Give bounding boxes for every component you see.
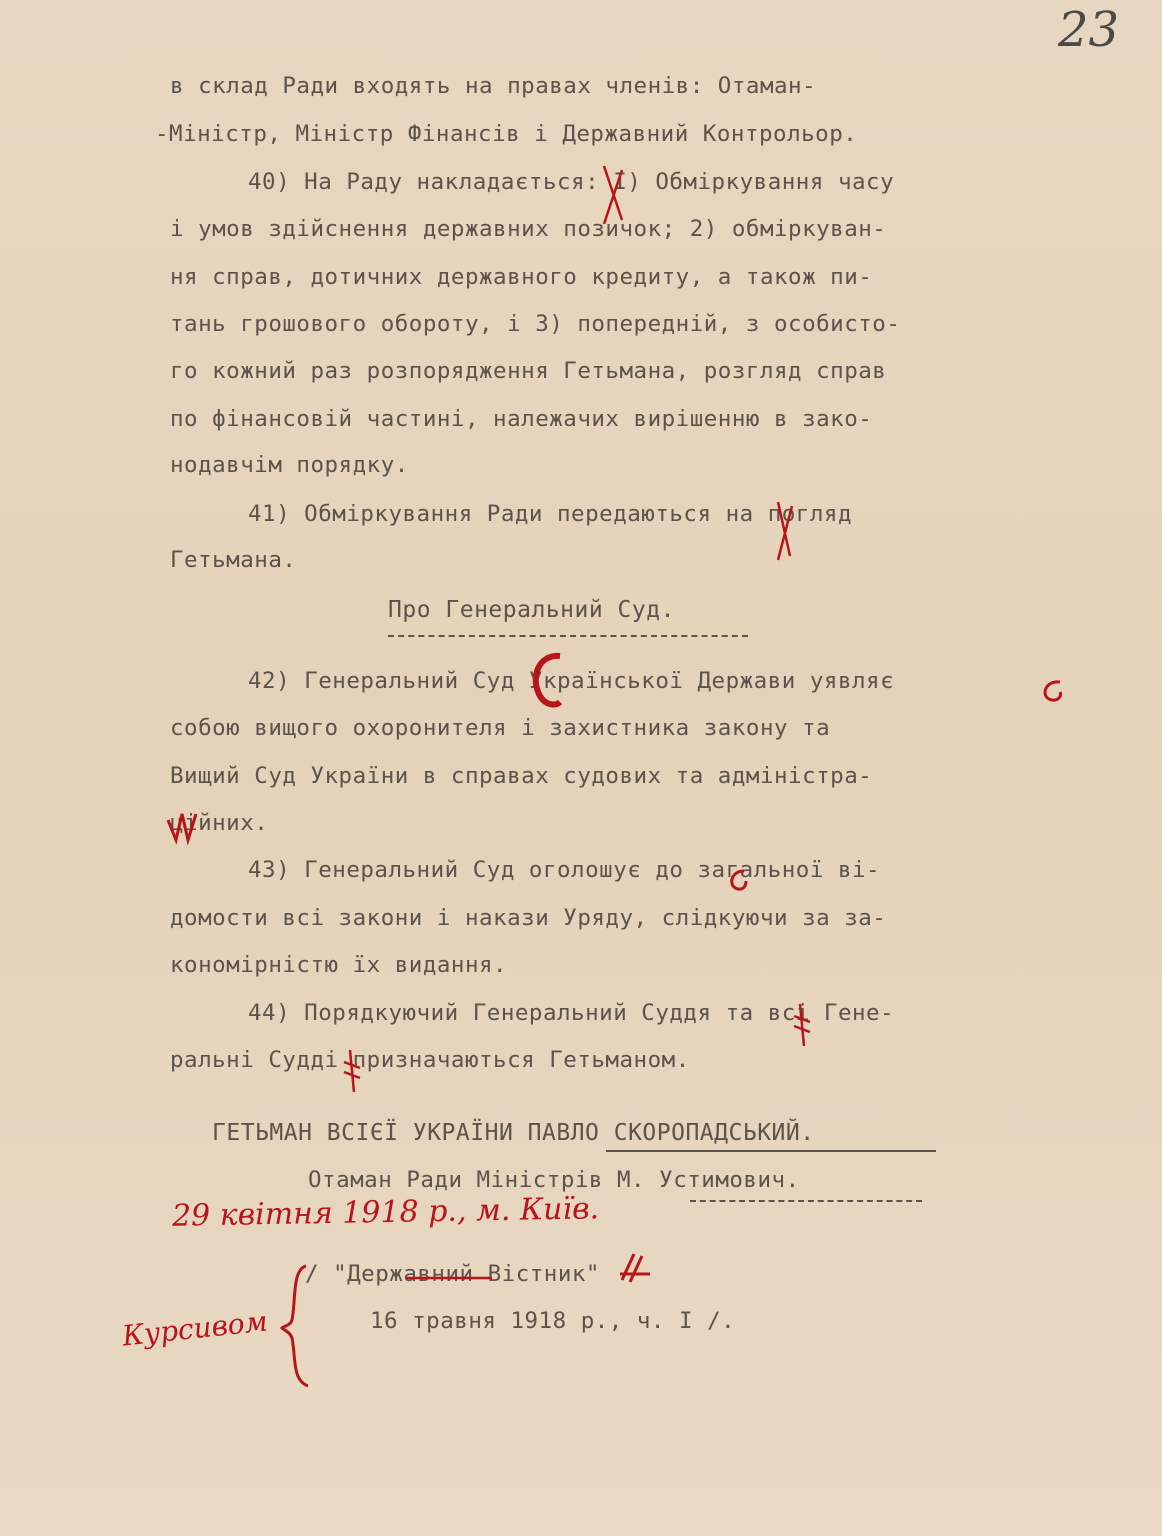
red-correction-mark-icon [598,160,628,230]
red-correction-mark-icon [164,800,204,850]
section-heading: Про Генеральний Суд. [388,597,675,623]
page-number: 23 [1058,2,1120,58]
text-line: домости всі закони і накази Уряду, слідкуючи за за- [170,905,887,931]
red-correction-mark-icon [340,1046,364,1096]
text-line: Гетьмана. [170,547,297,573]
text-line: в склад Ради входять на правах членів: Отаман- [170,73,817,99]
text-line: -Міністр, Міністр Фінансів і Державний Контрольор. [155,121,858,147]
text-line: 41) Обміркування Ради передаються на погляд [248,501,852,527]
text-line: 42) Генеральний Суд Української Держави уявляє [248,668,895,694]
red-strike-icon [404,1273,494,1283]
countersign-underline [690,1200,922,1202]
text-line: Вищий Суд України в справах судових та адміністра- [170,763,873,789]
signature-line: ГЕТЬМАН ВСІЄЇ УКРАЇНИ ПАВЛО СКОРОПАДСЬКИЙ. [212,1120,815,1146]
text-line: і умов здійснення державних позичок; 2) обміркуван- [170,216,887,242]
text-line: 44) Порядкуючий Генеральний Суддя та всі Гене- [248,1000,895,1026]
text-line: ційних. [170,810,269,836]
text-line: кономірністю їх видання. [170,952,508,978]
text-line: по фінансовій частині, належачих вирішенню в зако- [170,406,873,432]
red-brace-icon [278,1260,318,1390]
text-line: 40) На Раду накладається: І) Обміркування часу [248,169,895,195]
text-line: тань грошового обороту, і 3) попередній, з особисто- [170,311,901,337]
heading-underline [388,635,748,637]
source-line: 16 травня 1918 р., ч. I /. [370,1308,736,1334]
handwritten-date: 29 квітня 1918 р., м. Київ. [171,1191,600,1234]
margin-note: Курсивом [120,1304,270,1353]
text-line: нодавчім порядку. [170,452,409,478]
text-line: ня справ, дотичних державного кредиту, а також пи- [170,264,873,290]
text-line: го кожний раз розпорядження Гетьмана, розгляд справ [170,358,887,384]
text-line: собою вищого охоронителя і захистника закону та [170,715,831,741]
source-line: / "Державний Вістник" [305,1261,600,1287]
red-correction-mark-icon [770,496,800,566]
red-correction-mark-icon [720,865,754,895]
red-correction-mark-icon [616,1250,656,1290]
text-line: ральні Судді призначаються Гетьманом. [170,1047,690,1073]
countersign-line: Отаман Ради Міністрів М. Устимович. [308,1167,800,1193]
text-line: 43) Генеральний Суд оголошує до загальної ві- [248,857,881,883]
red-correction-mark-icon [520,648,580,718]
red-correction-mark-icon [790,1000,814,1050]
signature-underline [606,1150,936,1152]
red-correction-mark-icon [1034,676,1068,706]
